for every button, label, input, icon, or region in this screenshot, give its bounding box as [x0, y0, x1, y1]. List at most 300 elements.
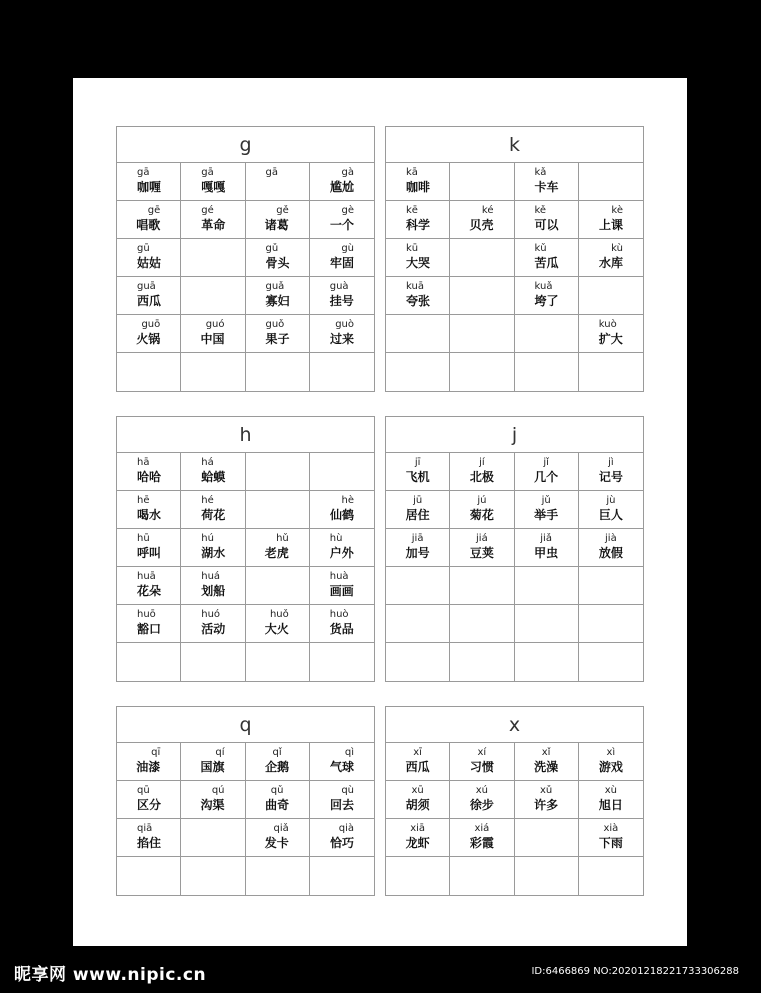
table-cell: [181, 567, 245, 605]
table-cell: [310, 567, 374, 605]
table-cell: [515, 857, 579, 895]
pinyin-label: qià: [338, 823, 354, 834]
chinese-word: 回去: [329, 798, 354, 812]
table-k: [385, 126, 644, 392]
pinyin-label: jí: [479, 457, 485, 468]
chinese-word: 果子: [265, 332, 290, 346]
pinyin-label: qì: [344, 747, 354, 758]
table-cell: [515, 605, 579, 643]
table-cell: [579, 353, 643, 391]
table-cell: [386, 277, 450, 315]
chinese-word: 挂号: [329, 294, 354, 308]
chinese-word: 一个: [329, 218, 354, 232]
pinyin-label: kǔ: [534, 243, 547, 254]
table-header-g: g: [117, 127, 374, 163]
pinyin-label: xià: [603, 823, 619, 834]
chinese-word: 记号: [598, 470, 623, 484]
chinese-word: 菊花: [469, 508, 494, 522]
chinese-word: 大火: [264, 622, 289, 636]
pinyin-label: gū: [137, 243, 150, 254]
table-cell: [515, 453, 579, 491]
chinese-word: 甲虫: [534, 546, 559, 560]
table-cell: [246, 857, 310, 895]
pinyin-label: kè: [611, 205, 623, 216]
chinese-word: 荷花: [201, 508, 226, 522]
chinese-word: 湖水: [201, 546, 226, 560]
table-cell: [515, 277, 579, 315]
chinese-word: 画画: [329, 584, 354, 598]
table-cell: [246, 353, 310, 391]
table-cell: [310, 491, 374, 529]
table-cell: [386, 353, 450, 391]
table-cell: [386, 743, 450, 781]
chinese-word: 可以: [534, 218, 559, 232]
pinyin-label: jǐ: [543, 457, 549, 468]
pinyin-label: qī: [151, 747, 161, 758]
chinese-word: 豆荚: [469, 546, 494, 560]
table-cell: [579, 743, 643, 781]
pinyin-label: há: [201, 457, 214, 468]
table-cell: [181, 605, 245, 643]
table-cell: [117, 605, 181, 643]
table-cell: [246, 567, 310, 605]
table-cell: [246, 163, 310, 201]
chinese-word: 旭日: [598, 798, 623, 812]
pinyin-label: hé: [201, 495, 214, 506]
table-cell: [386, 819, 450, 857]
table-cell: [246, 491, 310, 529]
table-cell: [117, 819, 181, 857]
pinyin-label: gé: [201, 205, 214, 216]
chinese-word: 过来: [329, 332, 354, 346]
table-cell: [386, 163, 450, 201]
table-grid: [117, 453, 374, 681]
table-cell: [450, 453, 514, 491]
table-cell: [310, 277, 374, 315]
pinyin-label: gù: [341, 243, 354, 254]
table-cell: [181, 453, 245, 491]
table-cell: [386, 857, 450, 895]
pinyin-label: huá: [201, 571, 221, 582]
table-cell: [579, 567, 643, 605]
pinyin-label: jià: [605, 533, 617, 544]
table-cell: [117, 781, 181, 819]
pinyin-label: kū: [406, 243, 419, 254]
pinyin-label: xiā: [410, 823, 426, 834]
pinyin-label: huǒ: [269, 609, 289, 620]
chinese-word: 西瓜: [137, 294, 162, 308]
pinyin-label: jiā: [411, 533, 424, 544]
table-cell: [450, 353, 514, 391]
pinyin-label: kuò: [598, 319, 617, 330]
chinese-word: 油漆: [136, 760, 161, 774]
chinese-word: 许多: [534, 798, 559, 812]
table-cell: [515, 239, 579, 277]
table-cell: [246, 743, 310, 781]
chinese-word: 咖啡: [406, 180, 431, 194]
chinese-word: 国旗: [200, 760, 225, 774]
pinyin-label: jiǎ: [540, 533, 552, 544]
chinese-word: 火锅: [136, 332, 161, 346]
table-cell: [450, 643, 514, 681]
chinese-word: 牢固: [329, 256, 354, 270]
table-cell: [579, 529, 643, 567]
pinyin-label: gà: [341, 167, 354, 178]
chinese-word: 巨人: [598, 508, 623, 522]
table-cell: [181, 781, 245, 819]
pinyin-label: kē: [406, 205, 418, 216]
watermark-logo: 昵享网 www.nipic.cn: [14, 965, 207, 985]
table-header-q: q: [117, 707, 374, 743]
pinyin-label: qí: [215, 747, 225, 758]
pinyin-label: gǔ: [265, 243, 279, 254]
table-cell: [117, 857, 181, 895]
pinyin-label: kě: [534, 205, 547, 216]
table-cell: [181, 643, 245, 681]
table-cell: [117, 201, 181, 239]
chinese-word: 曲奇: [265, 798, 290, 812]
chinese-word: 掐住: [137, 836, 162, 850]
chinese-word: 西瓜: [405, 760, 430, 774]
pinyin-label: qiā: [137, 823, 153, 834]
table-q: [116, 706, 375, 896]
chinese-word: 上课: [598, 218, 623, 232]
pinyin-label: xú: [475, 785, 488, 796]
chinese-word: 居住: [405, 508, 430, 522]
table-cell: [117, 743, 181, 781]
chinese-word: 北极: [469, 470, 494, 484]
table-cell: [117, 353, 181, 391]
table-cell: [181, 315, 245, 353]
table-cell: [515, 567, 579, 605]
table-cell: [310, 605, 374, 643]
chinese-word: 游戏: [598, 760, 623, 774]
table-cell: [386, 315, 450, 353]
chinese-word: 嘎嘎: [201, 180, 226, 194]
chinese-word: 中国: [200, 332, 225, 346]
table-cell: [310, 819, 374, 857]
chinese-word: 举手: [534, 508, 559, 522]
chinese-word: 唱歌: [136, 218, 161, 232]
pinyin-label: guǒ: [265, 319, 285, 330]
chinese-word: 贝壳: [469, 218, 494, 232]
table-cell: [579, 453, 643, 491]
table-cell: [450, 201, 514, 239]
table-grid: [386, 163, 643, 391]
table-cell: [450, 567, 514, 605]
pinyin-label: xì: [606, 747, 616, 758]
pinyin-label: gā: [265, 167, 278, 178]
table-cell: [181, 857, 245, 895]
table-cell: [181, 277, 245, 315]
table-cell: [579, 277, 643, 315]
table-cell: [450, 819, 514, 857]
pinyin-label: qú: [211, 785, 225, 796]
chinese-word: 革命: [201, 218, 226, 232]
pinyin-label: huò: [329, 609, 349, 620]
table-cell: [310, 857, 374, 895]
chinese-word: 胡须: [405, 798, 430, 812]
table-cell: [515, 353, 579, 391]
table-cell: [310, 201, 374, 239]
table-cell: [246, 201, 310, 239]
table-cell: [386, 453, 450, 491]
table-cell: [117, 491, 181, 529]
table-cell: [310, 743, 374, 781]
table-cell: [450, 605, 514, 643]
pinyin-label: xū: [411, 785, 424, 796]
table-cell: [579, 857, 643, 895]
chinese-word: 花朵: [137, 584, 162, 598]
table-cell: [181, 529, 245, 567]
table-cell: [450, 491, 514, 529]
pinyin-label: qù: [341, 785, 354, 796]
chinese-word: 夸张: [406, 294, 431, 308]
table-cell: [310, 453, 374, 491]
chinese-word: 苦瓜: [534, 256, 559, 270]
chinese-word: 彩霞: [469, 836, 494, 850]
chinese-word: 豁口: [137, 622, 162, 636]
table-cell: [579, 491, 643, 529]
table-grid: [386, 453, 643, 681]
chinese-word: 习惯: [469, 760, 494, 774]
table-cell: [181, 743, 245, 781]
table-cell: [579, 781, 643, 819]
table-grid: [117, 163, 374, 391]
pinyin-label: qiǎ: [273, 823, 289, 834]
chinese-word: 垮了: [534, 294, 559, 308]
chinese-word: 咖喱: [137, 180, 162, 194]
pinyin-label: jiá: [476, 533, 488, 544]
pinyin-label: xí: [477, 747, 487, 758]
table-g: [116, 126, 375, 392]
pinyin-label: guā: [137, 281, 156, 292]
pinyin-label: guó: [205, 319, 225, 330]
table-cell: [181, 239, 245, 277]
table-cell: [515, 743, 579, 781]
table-cell: [310, 353, 374, 391]
chinese-word: 大哭: [406, 256, 431, 270]
chinese-word: 恰巧: [329, 836, 354, 850]
chinese-word: 骨头: [265, 256, 290, 270]
table-cell: [515, 529, 579, 567]
table-cell: [386, 491, 450, 529]
table-cell: [310, 529, 374, 567]
chinese-word: 下雨: [598, 836, 623, 850]
pinyin-label: kǎ: [534, 167, 547, 178]
table-cell: [450, 743, 514, 781]
chinese-word: 喝水: [137, 508, 162, 522]
chinese-word: 扩大: [598, 332, 623, 346]
pinyin-label: xiá: [474, 823, 490, 834]
pinyin-label: ké: [481, 205, 494, 216]
pinyin-label: huā: [137, 571, 156, 582]
pinyin-label: hū: [137, 533, 150, 544]
table-cell: [450, 781, 514, 819]
chinese-word: 放假: [598, 546, 623, 560]
table-cell: [181, 491, 245, 529]
chinese-word: 户外: [329, 546, 354, 560]
table-cell: [515, 643, 579, 681]
pinyin-label: jì: [608, 457, 614, 468]
table-cell: [515, 781, 579, 819]
table-x: [385, 706, 644, 896]
chinese-word: 姑姑: [137, 256, 162, 270]
pinyin-label: gè: [341, 205, 354, 216]
pinyin-label: qǔ: [270, 785, 284, 796]
table-cell: [515, 819, 579, 857]
table-cell: [117, 277, 181, 315]
pinyin-label: gě: [276, 205, 289, 216]
pinyin-label: huó: [201, 609, 221, 620]
table-cell: [579, 201, 643, 239]
chinese-word: 洗澡: [534, 760, 559, 774]
table-cell: [117, 529, 181, 567]
chinese-word: 呼叫: [137, 546, 162, 560]
table-cell: [450, 239, 514, 277]
pinyin-label: gē: [147, 205, 161, 216]
chinese-word: 哈哈: [137, 470, 162, 484]
chinese-word: 尴尬: [329, 180, 354, 194]
table-j: [385, 416, 644, 682]
table-cell: [579, 315, 643, 353]
chinese-word: 加号: [405, 546, 430, 560]
table-cell: [246, 239, 310, 277]
table-cell: [246, 819, 310, 857]
pinyin-label: hú: [201, 533, 214, 544]
pinyin-label: kuǎ: [534, 281, 553, 292]
chinese-word: 科学: [406, 218, 431, 232]
pinyin-label: jū: [413, 495, 423, 506]
pinyin-label: hè: [341, 495, 354, 506]
table-cell: [117, 163, 181, 201]
pinyin-label: guò: [335, 319, 354, 330]
pinyin-label: hǔ: [276, 533, 289, 544]
chinese-word: 发卡: [264, 836, 289, 850]
chinese-word: 几个: [534, 470, 559, 484]
chinese-word: 划船: [201, 584, 226, 598]
image-id-text: ID:6466869 NO:20201218221733306288: [531, 966, 739, 977]
table-cell: [579, 605, 643, 643]
chinese-word: 气球: [329, 760, 354, 774]
chinese-word: 活动: [201, 622, 226, 636]
chinese-word: 徐步: [469, 798, 494, 812]
table-cell: [310, 781, 374, 819]
table-cell: [515, 201, 579, 239]
chinese-word: 诸葛: [264, 218, 289, 232]
table-cell: [181, 163, 245, 201]
table-cell: [386, 567, 450, 605]
chinese-word: 企鹅: [265, 760, 290, 774]
pinyin-label: jǔ: [541, 495, 551, 506]
table-cell: [246, 781, 310, 819]
table-cell: [117, 315, 181, 353]
pinyin-label: kuā: [406, 281, 424, 292]
chinese-word: 水库: [598, 256, 623, 270]
table-cell: [181, 819, 245, 857]
chinese-word: 老虎: [264, 546, 289, 560]
chinese-word: 龙虾: [405, 836, 430, 850]
pinyin-label: xǔ: [539, 785, 553, 796]
table-cell: [386, 605, 450, 643]
table-cell: [515, 315, 579, 353]
pinyin-label: jī: [414, 457, 421, 468]
table-cell: [579, 643, 643, 681]
table-cell: [181, 353, 245, 391]
table-cell: [450, 315, 514, 353]
table-cell: [386, 201, 450, 239]
chinese-word: 货品: [329, 622, 354, 636]
chinese-word: 卡车: [534, 180, 559, 194]
chinese-word: 区分: [137, 798, 162, 812]
table-cell: [515, 491, 579, 529]
pinyin-label: gā: [201, 167, 214, 178]
pinyin-label: jú: [477, 495, 487, 506]
pinyin-label: hù: [329, 533, 343, 544]
pinyin-label: xù: [604, 785, 617, 796]
chinese-word: 寡妇: [265, 294, 290, 308]
table-cell: [386, 529, 450, 567]
table-cell: [117, 567, 181, 605]
table-cell: [450, 529, 514, 567]
table-cell: [310, 315, 374, 353]
table-cell: [450, 857, 514, 895]
worksheet-page: [73, 78, 687, 946]
table-cell: [515, 163, 579, 201]
table-h: [116, 416, 375, 682]
table-header-x: x: [386, 707, 643, 743]
pinyin-label: jù: [606, 495, 616, 506]
pinyin-label: huà: [329, 571, 349, 582]
pinyin-label: kù: [611, 243, 623, 254]
table-header-h: h: [117, 417, 374, 453]
table-header-k: k: [386, 127, 643, 163]
chinese-word: 蛤蟆: [201, 470, 226, 484]
table-cell: [246, 453, 310, 491]
pinyin-label: xǐ: [541, 747, 551, 758]
table-header-j: j: [386, 417, 643, 453]
pinyin-label: guà: [329, 281, 349, 292]
table-cell: [450, 163, 514, 201]
table-grid: [386, 743, 643, 895]
pinyin-label: hē: [137, 495, 150, 506]
pinyin-label: guō: [141, 319, 161, 330]
chinese-word: 仙鹤: [329, 508, 354, 522]
table-cell: [246, 529, 310, 567]
pinyin-label: huō: [137, 609, 156, 620]
pinyin-label: hā: [137, 457, 150, 468]
table-cell: [386, 781, 450, 819]
table-cell: [117, 643, 181, 681]
pinyin-label: kā: [406, 167, 418, 178]
pinyin-label: xī: [413, 747, 422, 758]
pinyin-label: guǎ: [265, 281, 285, 292]
table-cell: [579, 239, 643, 277]
table-cell: [579, 163, 643, 201]
table-cell: [310, 163, 374, 201]
table-cell: [117, 453, 181, 491]
table-cell: [310, 643, 374, 681]
pinyin-label: gā: [137, 167, 150, 178]
table-grid: [117, 743, 374, 895]
chinese-word: 沟渠: [200, 798, 225, 812]
table-cell: [386, 643, 450, 681]
table-cell: [246, 605, 310, 643]
table-cell: [246, 315, 310, 353]
pinyin-label: qū: [137, 785, 150, 796]
chinese-word: 飞机: [405, 470, 430, 484]
table-cell: [246, 643, 310, 681]
